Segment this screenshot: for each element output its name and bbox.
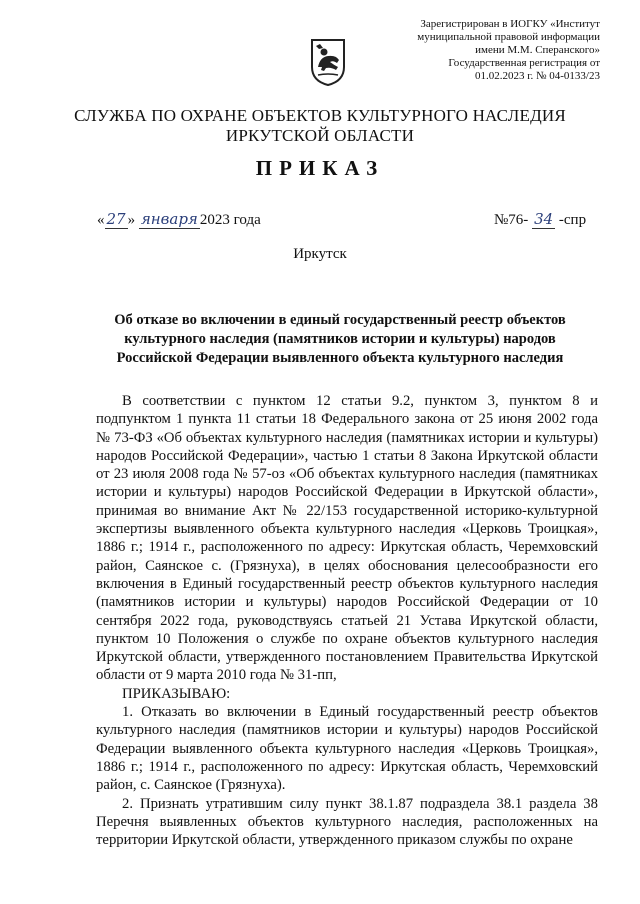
order-date (97, 210, 261, 229)
registration-line: Государственная регистрация от (448, 57, 600, 69)
order-number-handwritten: 34 (534, 210, 554, 228)
date-close-quote: » (127, 212, 136, 228)
order-body (96, 392, 598, 849)
registration-line: 01.02.2023 г. № 04-0133/23 (475, 70, 600, 82)
registration-line: имени М.М. Сперанского» (475, 44, 600, 56)
date-year: 2023 года (199, 212, 261, 228)
order-number-suffix: -спр (558, 212, 587, 228)
date-month-handwritten: января (140, 210, 198, 228)
order-item-1: 1. Отказать во включении в Единый государственный реестр объектов культурного наследия (памятников истории и культуры) народов Российской Федерации выявленного объекта культурного наследия «Церковь Троицкая», 1886 г.; 1914 г., расположенного по адресу: Иркутская область, Черемховский район, с. Саянское (Грязнуха). (96, 704, 598, 794)
date-open-quote: « (97, 212, 105, 228)
subject-line: культурного наследия (памятников истории и культуры) народов (124, 331, 556, 347)
order-keyword: ПРИКАЗЫВАЮ: (122, 685, 231, 702)
order-number (494, 210, 586, 229)
subject-line: Российской Федерации выявленного объекта культурного наследия (116, 350, 564, 366)
city: Иркутск (293, 246, 347, 262)
order-number-prefix: №76- (494, 212, 529, 228)
agency-line: СЛУЖБА ПО ОХРАНЕ ОБЪЕКТОВ КУЛЬТУРНОГО НАСЛЕДИЯ (74, 106, 566, 125)
subject-line: Об отказе во включении в единый государственный реестр объектов (114, 312, 566, 328)
order-item-2: 2. Признать утратившим силу пункт 38.1.87 подраздела 38.1 раздела 38 Перечня выявленных объектов культурного наследия, расположенных на территории Иркутской области, утвержденного приказом службы по охране (96, 795, 598, 849)
registration-line: Зарегистрирован в ИОГКУ «Институт (420, 18, 600, 30)
registration-line: муниципальной правовой информации (417, 31, 600, 43)
preamble-paragraph: В соответствии с пунктом 12 статьи 9.2, пунктом 3, пунктом 8 и подпунктом 1 пункта 11 статьи 18 Федерального закона от 25 июня 2002 года № 73-ФЗ «Об объектах культурного наследия (памятниках истории и культуры) народов Российской Федерации», частью 1 статьи 8 Закона Иркутской области от 23 июля 2008 года № 57-оз «Об объектах культурного наследия (памятниках истории и культуры) народов Российской Федерации в Иркутской области», принимая во внимание Акт № 22/153 государственной историко-культурной экспертизы выявленного объекта культурного наследия «Церковь Троицкая», 1886 г.; 1914 г., расположенного по адресу: Иркутская область, Черемховский район, Саянское с. (Грязнуха), в целях обоснования целесообразности его включения в Единый государственный реестр объектов культурного наследия (памятников истории и культуры) народов Российской Федерации от 10 сентября 2022 года, руководствуясь статьей 21 Устава Иркутской области, пунктом 10 Положения о службе по охране объектов культурного наследия Иркутской области, утвержденного постановлением Правительства Иркутской области от 9 марта 2010 года № 31-пп, (96, 393, 598, 684)
irkutsk-coat-of-arms-icon (306, 37, 350, 87)
agency-line: ИРКУТСКОЙ ОБЛАСТИ (225, 126, 415, 145)
order-subject (100, 311, 580, 368)
date-day-handwritten: 27 (106, 210, 126, 228)
agency-name (0, 106, 640, 146)
registration-note (385, 18, 600, 83)
document-type: ПРИКАЗ (255, 156, 385, 180)
